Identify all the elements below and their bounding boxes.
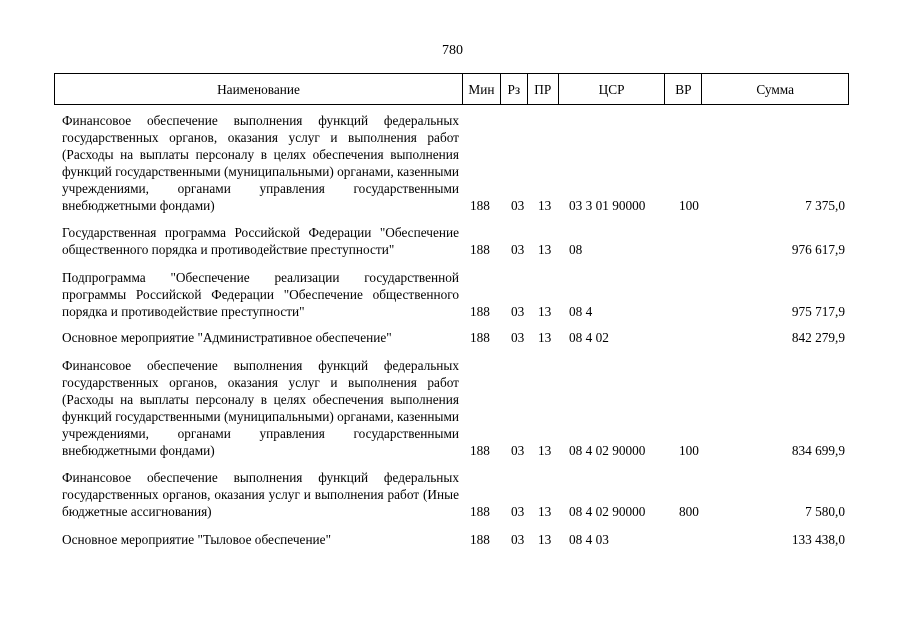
- header-vr: ВР: [665, 74, 702, 104]
- header-name: Наименование: [55, 74, 463, 104]
- page-number: 780: [442, 43, 463, 58]
- row-rz: 03: [511, 198, 525, 213]
- row-min: 188: [470, 504, 490, 519]
- row-name: Основное мероприятие "Административное обеспечение": [62, 330, 392, 345]
- row-rz: 03: [511, 242, 525, 257]
- row-name: Финансовое обеспечение выполнения функций федеральных государственных органов, оказания услуг и выполнения работ (Расходы на выплаты персоналу в целях обеспечения выполнения функций государственными (муниципальными) органами, казенными учреждениями, органами управления государственными внебюджетными фондами): [62, 113, 459, 213]
- row-sum: 842 279,9: [791, 330, 845, 345]
- row-pr: 13: [538, 330, 552, 345]
- row-name: Финансовое обеспечение выполнения функций федеральных государственных органов, оказания услуг и выполнения работ (Расходы на выплаты персоналу в целях обеспечения выполнения функций государственными (муниципальными) органами, казенными учреждениями, органами управления государственными внебюджетными фондами): [62, 358, 459, 458]
- row-sum: 976 617,9: [791, 242, 845, 257]
- row-codes: [0, 241, 905, 258]
- row-codes: [0, 442, 905, 459]
- row-rz: 03: [511, 443, 525, 458]
- row-sum: 133 438,0: [791, 532, 845, 547]
- row-min: 188: [470, 242, 490, 257]
- row-vr: 100: [679, 443, 699, 458]
- row-vr: 100: [679, 198, 699, 213]
- table-row: [0, 329, 905, 346]
- row-pr: 13: [538, 242, 552, 257]
- table-row: [0, 531, 905, 548]
- row-csr: 08 4: [569, 304, 593, 319]
- row-name: Основное мероприятие "Тыловое обеспечение": [62, 532, 332, 547]
- row-rz: 03: [511, 504, 525, 519]
- row-name: Финансовое обеспечение выполнения функций федеральных государственных органов, оказания услуг и выполнения работ (Иные бюджетные ассигнования): [62, 470, 459, 519]
- row-codes: [0, 303, 905, 320]
- table-header: [54, 73, 849, 105]
- table-row: [0, 269, 905, 320]
- row-pr: 13: [538, 443, 552, 458]
- row-rz: 03: [511, 532, 525, 547]
- row-csr: 08 4 02 90000: [569, 443, 646, 458]
- row-pr: 13: [538, 504, 552, 519]
- row-pr: 13: [538, 198, 552, 213]
- row-name: Подпрограмма "Обеспечение реализации государственной программы Российской Федерации "Обеспечение общественного порядка и противодействие преступности": [62, 270, 459, 319]
- row-codes: [0, 503, 905, 520]
- row-min: 188: [470, 330, 490, 345]
- row-min: 188: [470, 532, 490, 547]
- table-body: [0, 112, 905, 548]
- row-sum: 7 580,0: [805, 504, 845, 519]
- table-row: [0, 469, 905, 520]
- row-codes: [0, 197, 905, 214]
- row-rz: 03: [511, 304, 525, 319]
- row-min: 188: [470, 443, 490, 458]
- row-csr: 08 4 02 90000: [569, 504, 646, 519]
- row-sum: 7 375,0: [805, 198, 845, 213]
- table-row: [0, 224, 905, 258]
- row-rz: 03: [511, 330, 525, 345]
- header-rz: Рз: [501, 74, 528, 104]
- table-row: [0, 112, 905, 214]
- row-sum: 975 717,9: [791, 304, 845, 319]
- row-name: Государственная программа Российской Федерации "Обеспечение общественного порядка и противодействие преступности": [62, 225, 459, 257]
- header-csr: ЦСР: [559, 74, 666, 104]
- row-min: 188: [470, 304, 490, 319]
- row-csr: 08 4 02: [569, 330, 609, 345]
- header-min: Мин: [463, 74, 501, 104]
- header-pr: ПР: [528, 74, 559, 104]
- row-min: 188: [470, 198, 490, 213]
- table-row: [0, 357, 905, 459]
- row-pr: 13: [538, 304, 552, 319]
- row-codes: [0, 531, 905, 548]
- row-csr: 03 3 01 90000: [569, 198, 646, 213]
- row-pr: 13: [538, 532, 552, 547]
- row-csr: 08 4 03: [569, 532, 609, 547]
- row-vr: 800: [679, 504, 699, 519]
- row-sum: 834 699,9: [791, 443, 845, 458]
- header-sum: Сумма: [756, 81, 795, 97]
- row-codes: [0, 329, 905, 346]
- row-csr: 08: [569, 242, 583, 257]
